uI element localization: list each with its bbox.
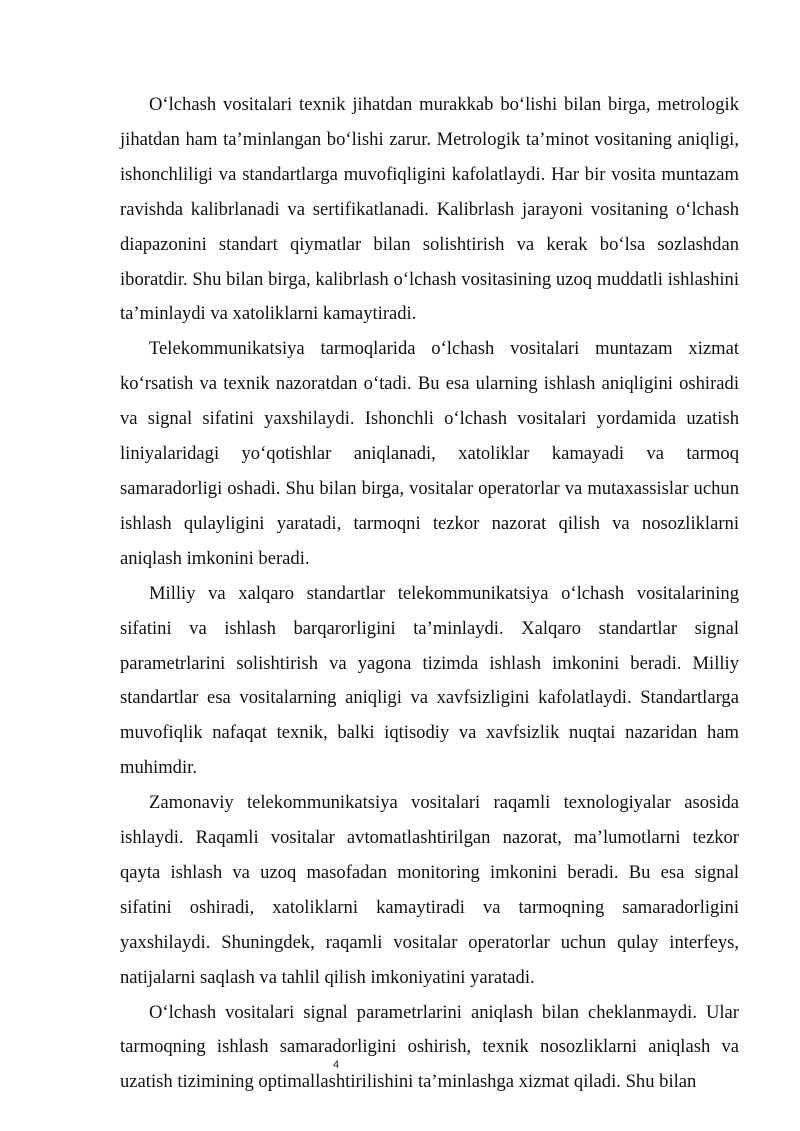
- paragraph-3: Milliy va xalqaro standartlar telekommunikatsiya o‘lchash vositalarining sifatini va ishlash barqarorligini ta’minlaydi. Xalqaro standartlar signal parametrlarini solishtirish va yagona tizimda ishlash imkonini beradi. Milliy standartlar esa vositalarning aniqligi va xavfsizligini kafolatlaydi. Standartlarga muvofiqlik nafaqat texnik, balki iqtisodiy va xavfsizlik nuqtai nazaridan ham muhimdir.: [120, 582, 739, 779]
- paragraph-4: Zamonaviy telekommunikatsiya vositalari raqamli texnologiyalar asosida ishlaydi. Raqamli vositalar avtomatlashtirilgan nazorat, ma’lumotlarni tezkor qayta ishlash va uzoq masofadan monitoring imkonini beradi. Bu esa signal sifatini oshiradi, xatoliklarni kamaytiradi va tarmoqning samaradorligini yaxshilaydi. Shuningdek, raqamli vositalar operatorlar uchun qulay interfeys, natijalarni saqlash va tahlil qilish imkoniyatini yaratadi.: [120, 792, 739, 988]
- paragraph-2: Telekommunikatsiya tarmoqlarida o‘lchash vositalari muntazam xizmat ko‘rsatish va texnik nazoratdan o‘tadi. Bu esa ularning ishlash aniqligini oshiradi va signal sifatini yaxshilaydi. Ishonchli o‘lchash vositalari yordamida uzatish liniyalaridagi yo‘qotishlar aniqlanadi, xatoliklar kamayadi va tarmoq samaradorligi oshadi. Shu bilan birga, vositalar operatorlar va mutaxassislar uchun ishlash qulayligini yaratadi, tarmoqni tezkor nazorat qilish va nosozliklarni aniqlash imkonini beradi.: [120, 338, 739, 569]
- body-text: [120, 88, 739, 1100]
- page-number: 4: [332, 1059, 340, 1071]
- paragraph-5: O‘lchash vositalari signal parametrlarini aniqlash bilan cheklanmaydi. Ular tarmoqning ishlash samaradorligini oshirish, texnik nosozliklarni aniqlash va uzatish tizimining optimallashtirilishini ta’minlashga xizmat qiladi. Shu bilan: [120, 1001, 739, 1093]
- paragraph-1: O‘lchash vositalari texnik jihatdan murakkab bo‘lishi bilan birga, metrologik jihatdan ham ta’minlangan bo‘lishi zarur. Metrologik ta’minot vositaning aniqligi, ishonchliligi va standartlarga muvofiqligini kafolatlaydi. Har bir vosita muntazam ravishda kalibrlanadi va sertifikatlanadi. Kalibrlash jarayoni vositaning o‘lchash diapazonini standart qiymatlar bilan solishtirish va kerak bo‘lsa sozlashdan iboratdir. Shu bilan birga, kalibrlash o‘lchash vositasining uzoq muddatli ishlashini ta’minlaydi va xatoliklarni kamaytiradi.: [120, 94, 739, 325]
